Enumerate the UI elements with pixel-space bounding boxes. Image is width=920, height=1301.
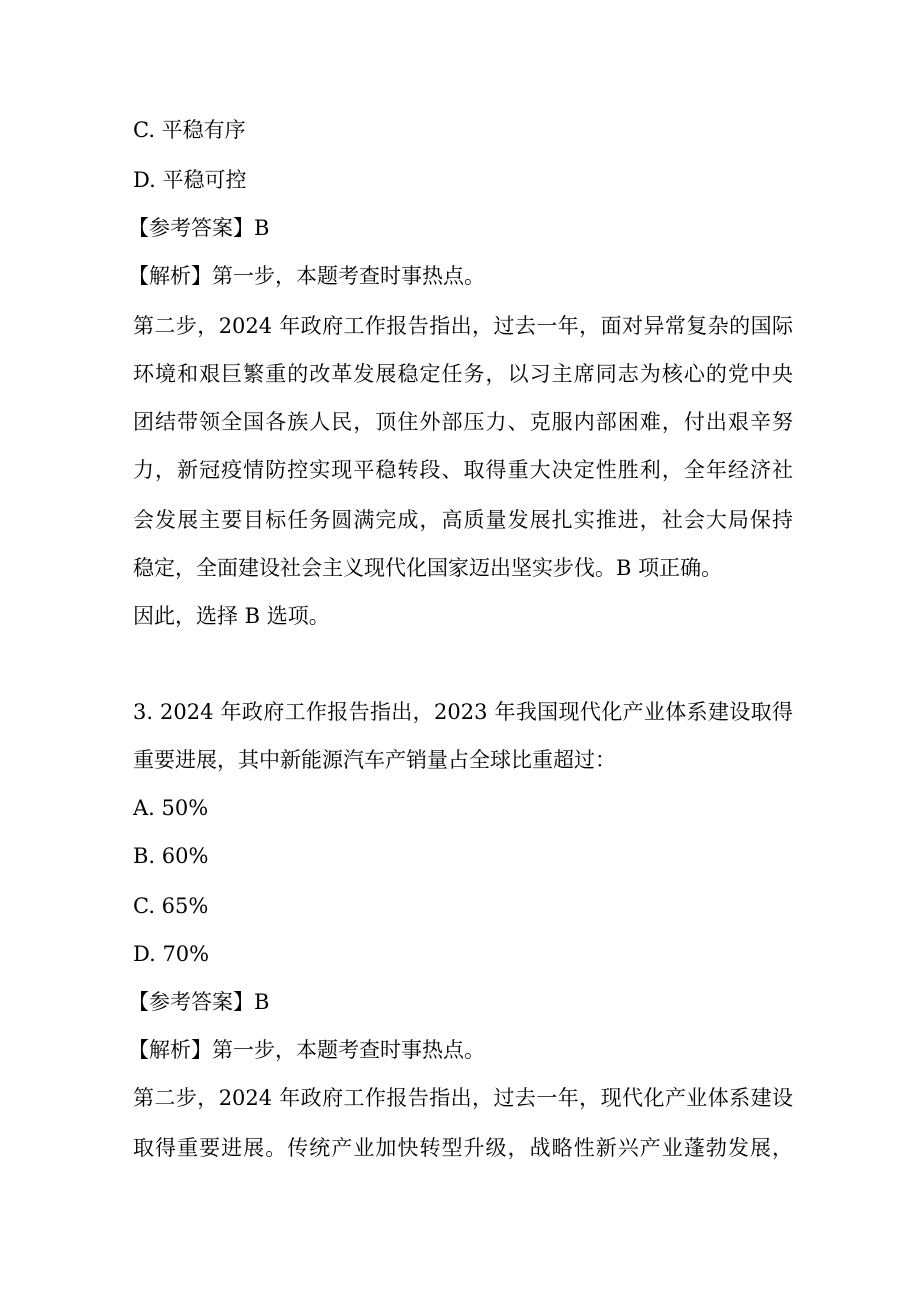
q2-analysis-line: 第二步，2024 年政府工作报告指出，过去一年，面对异常复杂的国际	[133, 314, 793, 338]
q2-analysis-step1: 【解析】第一步，本题考查时事热点。	[128, 264, 485, 288]
q3-option-a: A. 50%	[133, 796, 209, 820]
q2-analysis-line: 力，新冠疫情防控实现平稳转段、取得重大决定性胜利，全年经济社	[133, 458, 793, 482]
q2-analysis-line: 环境和艰巨繁重的改革发展稳定任务，以习主席同志为核心的党中央	[133, 362, 793, 386]
q2-option-d: D. 平稳可控	[133, 168, 247, 192]
q2-analysis-line: 会发展主要目标任务圆满完成，高质量发展扎实推进，社会大局保持	[133, 508, 793, 532]
q2-answer: 【参考答案】B	[128, 216, 270, 240]
q2-analysis-line: 团结带领全国各族人民，顶住外部压力、克服内部困难，付出艰辛努	[133, 410, 793, 434]
q2-conclusion: 因此，选择 B 选项。	[133, 604, 330, 628]
q2-option-c: C. 平稳有序	[133, 118, 246, 142]
q3-stem-line: 重要进展，其中新能源汽车产销量占全球比重超过：	[133, 748, 616, 772]
q3-option-b: B. 60%	[133, 844, 209, 868]
q3-stem-line: 3. 2024 年政府工作报告指出，2023 年我国现代化产业体系建设取得	[133, 700, 793, 724]
q3-option-c: C. 65%	[133, 894, 209, 918]
q2-analysis-line: 稳定，全面建设社会主义现代化国家迈出坚实步伐。B 项正确。	[133, 556, 723, 580]
q3-option-d: D. 70%	[133, 942, 210, 966]
q3-analysis-step1: 【解析】第一步，本题考查时事热点。	[128, 1038, 485, 1062]
q3-analysis-line: 第二步，2024 年政府工作报告指出，过去一年，现代化产业体系建设	[133, 1086, 793, 1110]
q3-analysis-line: 取得重要进展。传统产业加快转型升级，战略性新兴产业蓬勃发展，	[133, 1136, 793, 1160]
q3-answer: 【参考答案】B	[128, 990, 270, 1014]
